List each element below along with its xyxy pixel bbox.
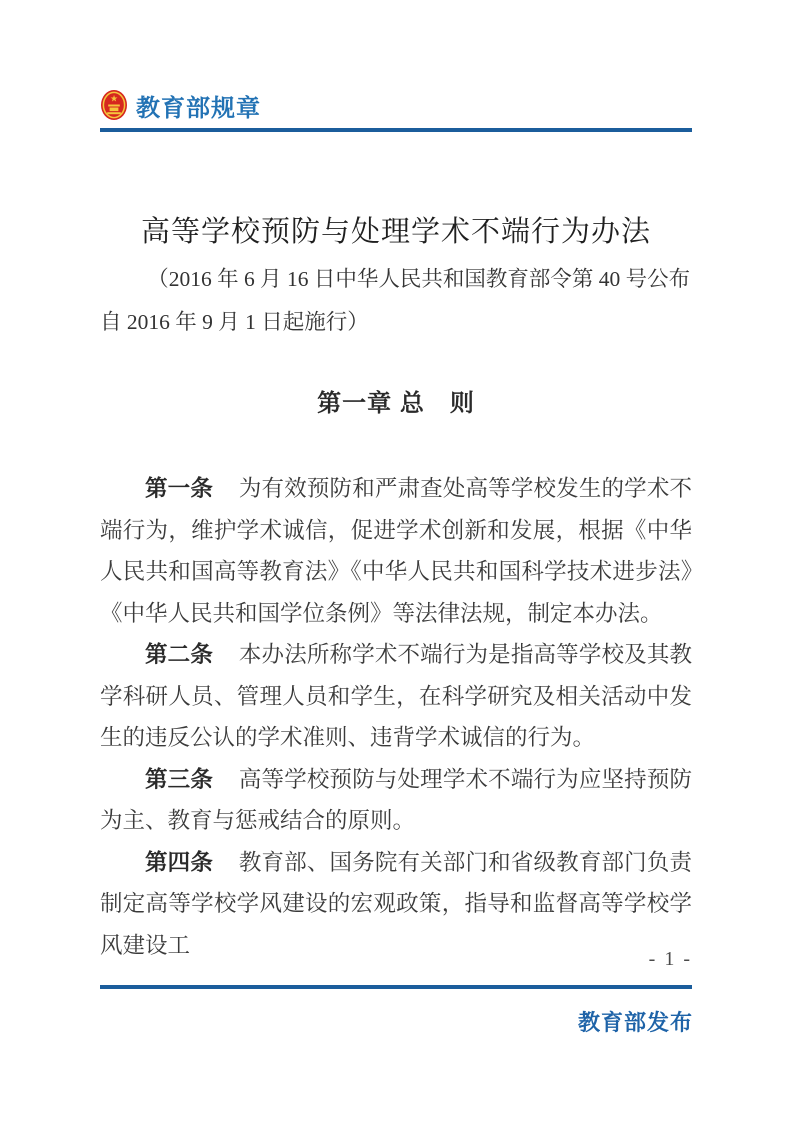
document-content	[0, 214, 793, 966]
subtitle-line-2: 自 2016 年 9 月 1 日起施行）	[100, 310, 369, 334]
article-2-text: 本办法所称学术不端行为是指高等学校及其教学科研人员、管理人员和学生，在科学研究及相关活动中发生的违反公认的学术准则、违背学术诚信的行为。	[100, 642, 692, 750]
article-4-label: 第四条	[145, 849, 213, 875]
document-body	[100, 468, 692, 966]
document-subtitle	[100, 258, 692, 344]
article-1	[100, 468, 692, 634]
national-emblem-icon	[100, 89, 128, 121]
header-divider	[100, 128, 692, 132]
article-3-text: 高等学校预防与处理学术不端行为应坚持预防为主、教育与惩戒结合的原则。	[100, 766, 692, 833]
publisher-label: 教育部发布	[577, 1010, 693, 1035]
article-2-label: 第二条	[145, 642, 213, 667]
chapter-heading: 第一章 总 则	[317, 390, 475, 417]
article-3	[100, 759, 692, 842]
page-number: - 1 -	[648, 948, 692, 970]
article-2	[100, 634, 692, 759]
header-brand	[100, 88, 692, 122]
article-1-text: 为有效预防和严肃查处高等学校发生的学术不端行为，维护学术诚信，促进学术创新和发展，根据《中华人民共和国高等教育法》《中华人民共和国科学技术进步法》《中华人民共和国学位条例》等法律法规，制定本办法。	[100, 476, 692, 626]
footer-divider	[100, 985, 692, 989]
article-4	[100, 842, 692, 967]
subtitle-line-1: （2016 年 6 月 16 日中华人民共和国教育部令第 40 号公布	[147, 267, 691, 291]
article-3-label: 第三条	[145, 766, 213, 792]
svg-text:★: ★	[109, 93, 119, 104]
article-1-label: 第一条	[145, 476, 213, 501]
document-header	[0, 0, 793, 132]
article-4-text: 教育部、国务院有关部门和省级教育部门负责制定高等学校学风建设的宏观政策，指导和监督高等学校学风建设工	[100, 849, 692, 958]
header-label: 教育部规章	[136, 94, 261, 122]
document-title: 高等学校预防与处理学术不端行为办法	[140, 216, 651, 248]
